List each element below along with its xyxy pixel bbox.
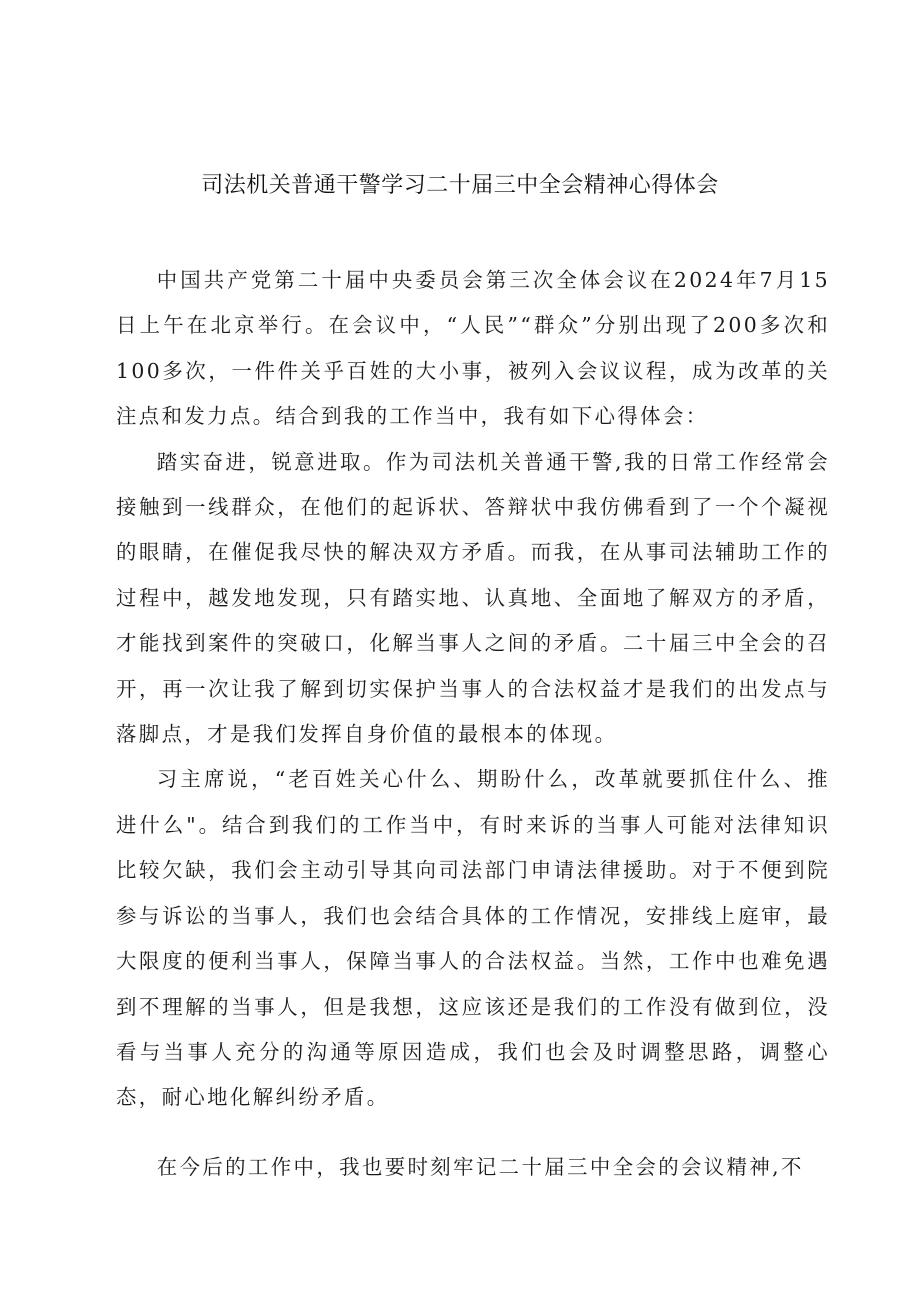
- paragraph-intro: 中国共产党第二十届中央委员会第三次全体会议在2024年7月15日上午在北京举行。在会议中，“人民”“群众”分别出现了200多次和100多次，一件件关乎百姓的大小事，被列入会议议程，成为改革的关注点和发力点。结合到我的工作当中，我有如下心得体会：: [116, 268, 830, 429]
- paragraph-work-practice: 踏实奋进，锐意进取。作为司法机关普通干警,我的日常工作经常会接触到一线群众，在他们的起诉状、答辩状中我仿佛看到了一个个凝视的眼睛，在催促我尽快的解决双方矛盾。而我，在从事司法辅助工作的过程中，越发地发现，只有踏实地、认真地、全面地了解双方的矛盾，才能找到案件的突破口，化解当事人之间的矛盾。二十届三中全会的召开，再一次让我了解到切实保护当事人的合法权益才是我们的出发点与落脚点，才是我们发挥自身价值的最根本的体现。: [116, 449, 830, 747]
- paragraph-quote: 习主席说，“老百姓关心什么、期盼什么，改革就要抓住什么、推进什么"。结合到我们的工作当中，有时来诉的当事人可能对法律知识比较欠缺，我们会主动引导其向司法部门申请法律援助。对于不便到院参与诉讼的当事人，我们也会结合具体的工作情况，安排线上庭审，最大限度的便利当事人，保障当事人的合法权益。当然，工作中也难免遇到不理解的当事人，但是我想，这应该还是我们的工作没有做到位，没看与当事人充分的沟通等原因造成，我们也会及时调整思路，调整心态，耐心地化解纠纷矛盾。: [116, 767, 830, 1110]
- paragraph-future: 在今后的工作中，我也要时刻牢记二十届三中全会的会议精神,不: [156, 1154, 804, 1179]
- document-title: 司法机关普通干警学习二十届三中全会精神心得体会: [201, 173, 719, 198]
- document-body: [116, 258, 830, 1190]
